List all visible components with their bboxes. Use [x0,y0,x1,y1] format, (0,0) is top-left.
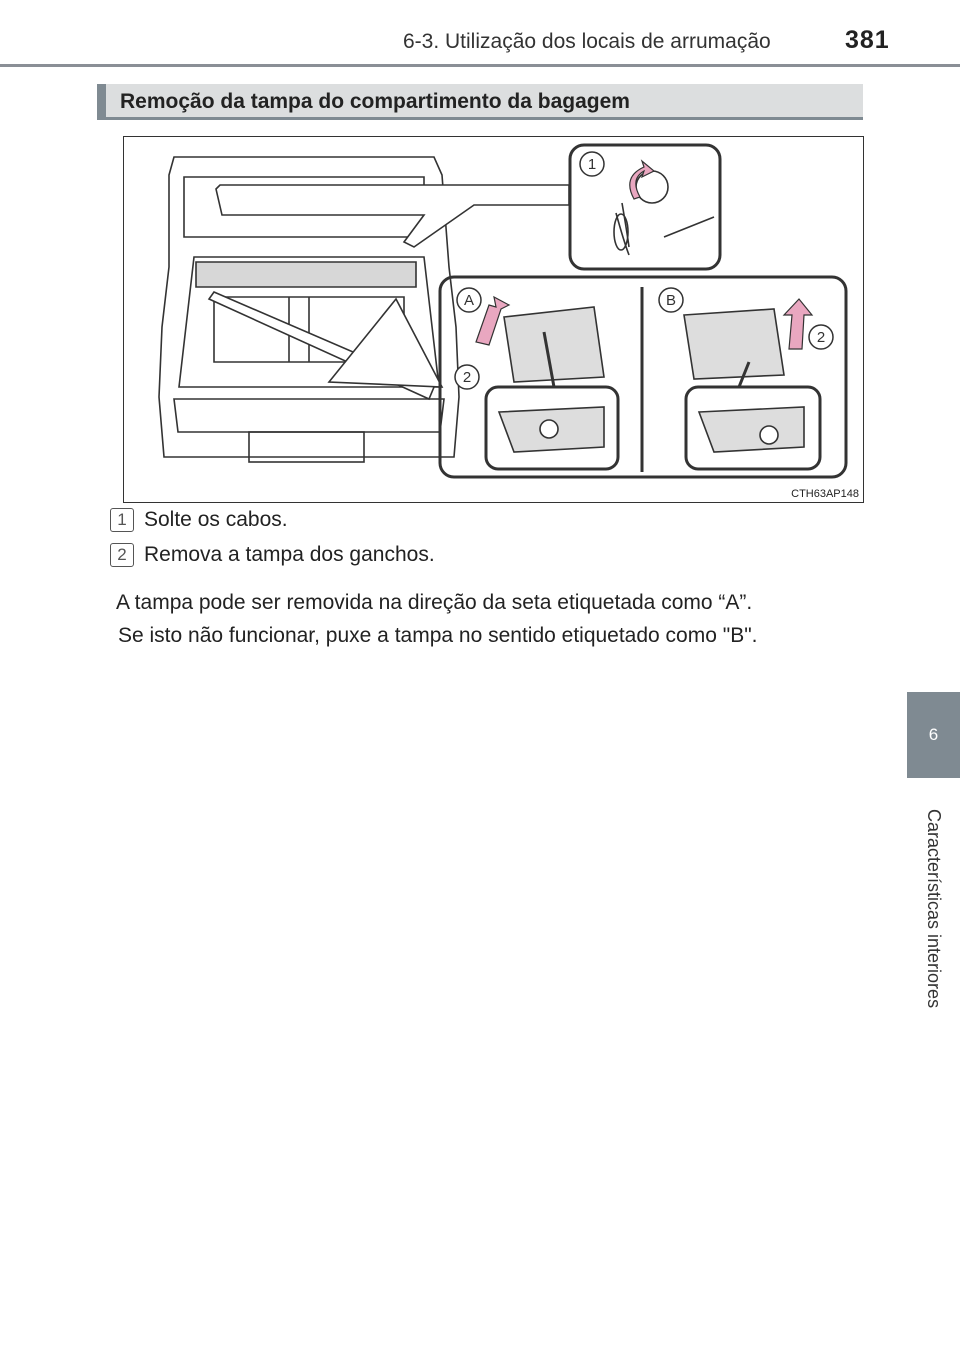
step-2 [110,543,435,567]
running-header-section: 6-3. Utilização dos locais de arrumação [403,30,771,53]
illustration-drawing [124,137,862,501]
step-number-badge: 2 [110,543,134,567]
step-text: Solte os cabos. [144,508,288,531]
callout-label-b: B [665,292,677,309]
cargo-cover [196,262,416,287]
chapter-tab-title [907,784,960,1034]
figure-code: CTH63AP148 [791,488,859,500]
section-heading-bar [97,84,863,120]
chapter-tab-title-text: Características interiores [924,809,944,1009]
section-title: Remoção da tampa do compartimento da bagagem [120,90,630,113]
callout-label-a: A [463,292,475,309]
step-text: Remova a tampa dos ganchos. [144,543,435,566]
note-line-1: A tampa pode ser removida na direção da seta etiquetada como “A”. [116,591,753,614]
callout-step2-b: 2 [816,329,826,346]
chapter-tab-number[interactable]: 6 [907,692,960,778]
step-1 [110,508,288,532]
note-paragraph [116,586,876,652]
illustration-figure [123,136,864,503]
arrow-b-icon [784,299,812,349]
bumper [174,399,444,432]
callout-step2-a: 2 [462,369,472,386]
step-number-badge: 1 [110,508,134,532]
note-line-2: Se isto não funcionar, puxe a tampa no sentido etiquetado como "B". [118,624,758,647]
arrow-1-icon [630,161,654,199]
callout-leader-b [329,299,442,387]
header-rule [0,64,960,67]
page-number: 381 [845,26,890,54]
callout-step1: 1 [587,156,597,173]
